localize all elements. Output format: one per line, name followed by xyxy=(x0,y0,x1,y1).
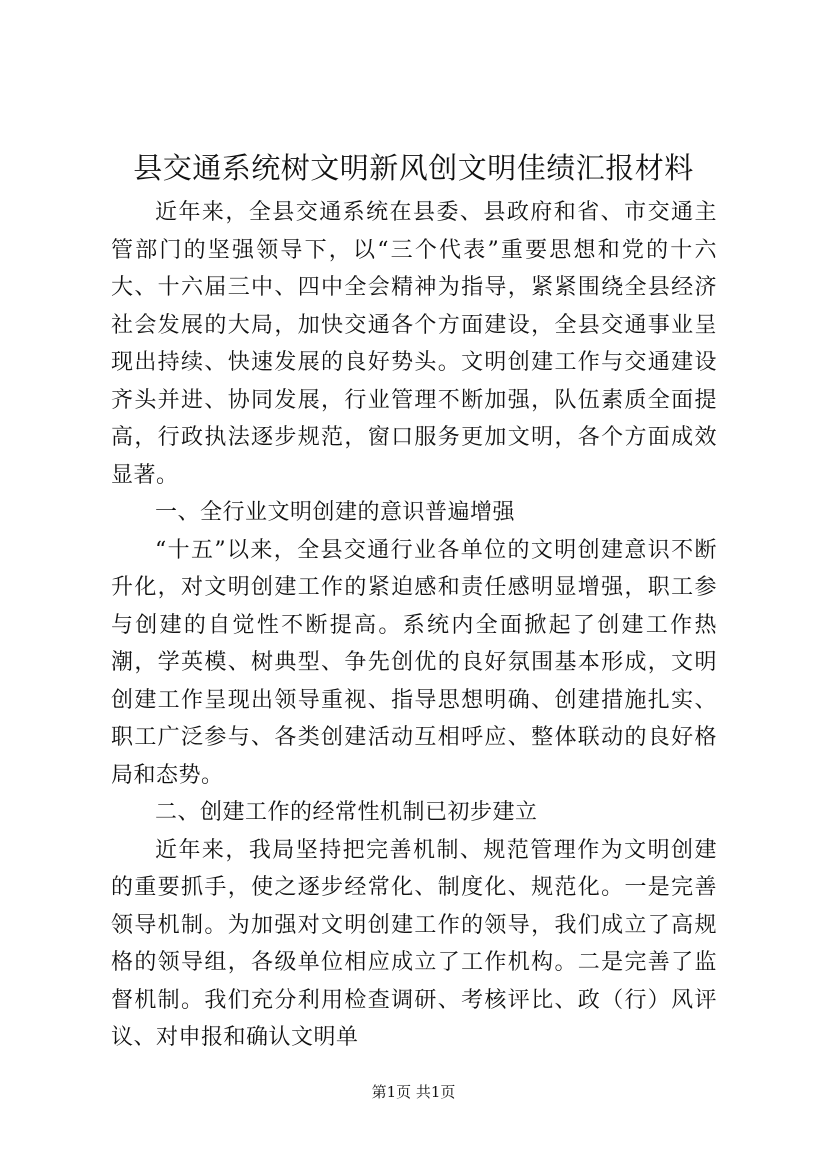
page-footer: 第1页 共1页 xyxy=(371,1083,456,1101)
document-body xyxy=(111,194,717,1057)
section-heading-2: 二、创建工作的经常性机制已初步建立 xyxy=(155,800,538,825)
paragraph-section-2: 近年来，我局坚持把完善机制、规范管理作为文明创建的重要抓手，使之逐步经常化、制度化、规范化。一是完善领导机制。为加强对文明创建工作的领导，我们成立了高规格的领导组，各级单位相应成立了工作机构。二是完善了监督机制。我们充分利用检查调研、考核评比、政（行）风评议、对申报和确认文明单 xyxy=(111,837,717,1050)
document-title: 县交通系统树文明新风创文明佳绩汇报材料 xyxy=(133,151,694,185)
paragraph-intro: 近年来，全县交通系统在县委、县政府和省、市交通主管部门的坚强领导下，以“三个代表”重要思想和党的十六大、十六届三中、四中全会精神为指导，紧紧围绕全县经济社会发展的大局，加快交通各个方面建设，全县交通事业呈现出持续、快速发展的良好势头。文明创建工作与交通建设齐头并进、协同发展，行业管理不断加强，队伍素质全面提高，行政执法逐步规范，窗口服务更加文明，各个方面成效显著。 xyxy=(111,200,717,488)
paragraph-section-1: “十五”以来，全县交通行业各单位的文明创建意识不断升化，对文明创建工作的紧迫感和责任感明显增强，职工参与创建的自觉性不断提高。系统内全面掀起了创建工作热潮，学英模、树典型、争先创优的良好氛围基本形成，文明创建工作呈现出领导重视、指导思想明确、创建措施扎实、职工广泛参与、各类创建活动互相呼应、整体联动的良好格局和态势。 xyxy=(111,537,717,788)
section-heading-1: 一、全行业文明创建的意识普遍增强 xyxy=(155,500,516,525)
